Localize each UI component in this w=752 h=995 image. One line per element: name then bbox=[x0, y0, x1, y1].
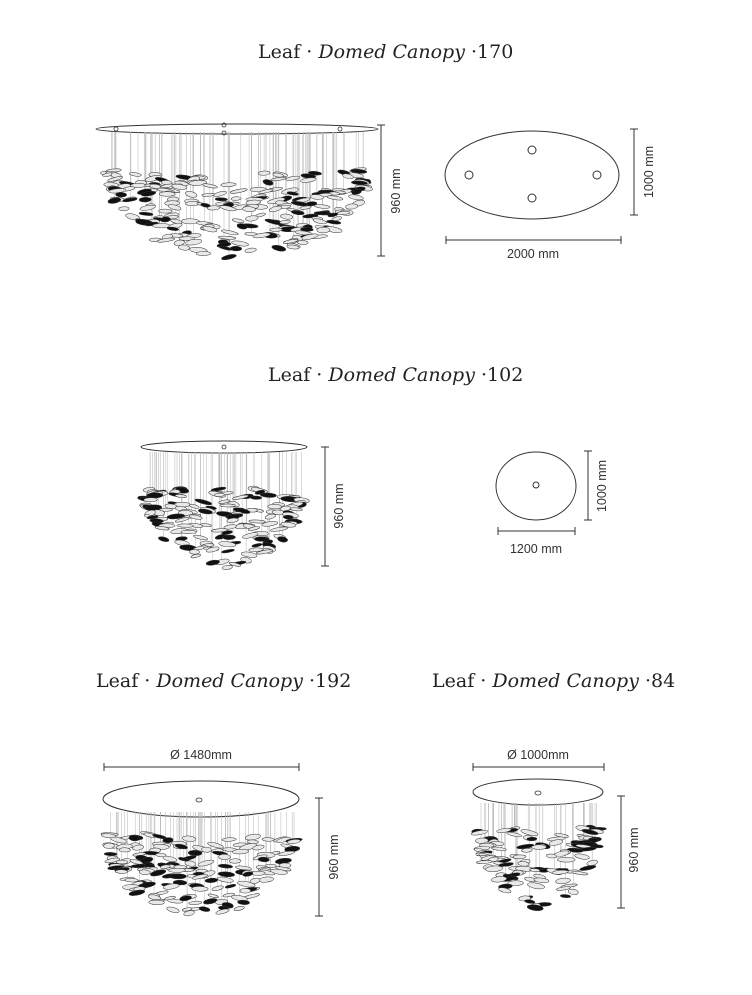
elevation-model-102 bbox=[137, 441, 346, 570]
leaf bbox=[231, 240, 249, 247]
leaf bbox=[196, 251, 211, 255]
leaf-cluster bbox=[471, 824, 607, 911]
leaf bbox=[104, 843, 115, 849]
leaf bbox=[513, 855, 526, 859]
leaf bbox=[218, 499, 230, 504]
leaf bbox=[107, 197, 121, 205]
title-brand: Leaf bbox=[432, 670, 475, 692]
height-dimension bbox=[377, 125, 403, 256]
plan-width-label: 2000 mm bbox=[506, 247, 560, 261]
leaf bbox=[237, 900, 249, 905]
leaf bbox=[139, 212, 153, 216]
leaf bbox=[140, 204, 156, 211]
title-number: 84 bbox=[651, 670, 676, 692]
leaf bbox=[546, 854, 557, 859]
height-dimension bbox=[617, 796, 641, 908]
title-series: Domed Canopy bbox=[492, 670, 639, 692]
leaf bbox=[222, 837, 236, 841]
leaf bbox=[119, 207, 130, 211]
chandelier-170 bbox=[96, 123, 378, 261]
title-separator: · bbox=[481, 364, 488, 386]
leaf bbox=[297, 240, 308, 244]
leaf bbox=[220, 504, 235, 507]
leaf bbox=[218, 871, 235, 877]
leaf bbox=[230, 246, 242, 251]
leaf bbox=[168, 868, 185, 872]
leaf bbox=[192, 886, 209, 891]
title-number: 102 bbox=[487, 364, 524, 386]
leaf bbox=[245, 247, 257, 253]
plan-depth-label: 1000 mm bbox=[642, 145, 656, 199]
title-series: Domed Canopy bbox=[328, 364, 475, 386]
mount-point bbox=[593, 171, 601, 179]
leaf bbox=[277, 536, 288, 543]
title-number: 192 bbox=[315, 670, 352, 692]
plan-depth-dimension bbox=[584, 451, 609, 520]
leaf bbox=[115, 192, 126, 197]
leaf bbox=[268, 504, 282, 509]
leaf bbox=[188, 850, 202, 856]
leaf bbox=[159, 192, 175, 197]
canopy-mount-point bbox=[114, 127, 118, 131]
leaf bbox=[115, 870, 127, 874]
leaf bbox=[234, 905, 245, 911]
leaf bbox=[166, 906, 180, 914]
leaf bbox=[162, 855, 177, 863]
leaf bbox=[232, 218, 244, 224]
leaf bbox=[169, 874, 186, 879]
chandelier-192 bbox=[101, 781, 303, 917]
leaf bbox=[205, 878, 218, 883]
leaf bbox=[149, 900, 165, 905]
leaf-cluster bbox=[101, 831, 303, 917]
leaf bbox=[280, 213, 293, 219]
leaf bbox=[189, 549, 199, 554]
leaf bbox=[560, 894, 571, 898]
elevation-model-192 bbox=[101, 748, 341, 917]
leaf bbox=[557, 857, 575, 862]
plan-depth-label: 1000 mm bbox=[595, 459, 609, 513]
title-brand: Leaf bbox=[258, 41, 301, 63]
plan-width-dimension bbox=[446, 236, 621, 261]
canopy-plate bbox=[96, 124, 378, 134]
leaf bbox=[221, 549, 234, 554]
leaf bbox=[221, 182, 237, 187]
leaf bbox=[182, 835, 196, 842]
leaf bbox=[177, 524, 193, 528]
title-separator: · bbox=[309, 670, 316, 692]
leaf-cluster bbox=[137, 486, 309, 571]
leaf bbox=[231, 196, 241, 200]
leaf bbox=[326, 220, 341, 225]
mount-point bbox=[533, 482, 539, 488]
leaf bbox=[189, 901, 202, 905]
title-separator: · bbox=[471, 41, 478, 63]
leaf bbox=[159, 209, 172, 213]
leaf bbox=[184, 860, 196, 867]
leaf bbox=[532, 845, 547, 850]
leaf bbox=[104, 852, 117, 856]
leaf bbox=[271, 244, 286, 252]
title-separator: · bbox=[144, 670, 151, 692]
diameter-label: Ø 1480mm bbox=[170, 748, 232, 762]
height-dimension bbox=[315, 798, 341, 916]
leaf bbox=[240, 888, 251, 893]
leaf bbox=[219, 854, 231, 860]
leaf bbox=[119, 848, 130, 852]
leaf bbox=[251, 871, 265, 875]
canopy-mount-point bbox=[338, 127, 342, 131]
title-series: Domed Canopy bbox=[156, 670, 303, 692]
diameter-dimension bbox=[473, 748, 604, 771]
canopy-mount-point bbox=[535, 791, 541, 795]
leaf bbox=[287, 191, 299, 196]
plan-width-dimension bbox=[498, 527, 575, 556]
elevation-model-170 bbox=[96, 123, 403, 261]
leaf bbox=[317, 227, 330, 233]
leaf bbox=[218, 236, 236, 240]
leaf bbox=[345, 203, 358, 209]
leaf bbox=[230, 188, 248, 194]
leaf bbox=[225, 884, 236, 889]
leaf bbox=[144, 498, 158, 502]
leaf bbox=[207, 206, 220, 211]
title-separator: · bbox=[645, 670, 652, 692]
leaf bbox=[250, 496, 261, 500]
canopy-mount-point bbox=[196, 798, 202, 802]
leaf bbox=[189, 504, 200, 510]
height-label: 960 mm bbox=[327, 834, 341, 880]
canopy-plate bbox=[141, 441, 307, 453]
leaf bbox=[265, 513, 277, 520]
height-label: 960 mm bbox=[627, 827, 641, 873]
leaf bbox=[199, 906, 211, 912]
leaf bbox=[214, 493, 224, 497]
title-separator: · bbox=[316, 364, 323, 386]
title-separator: · bbox=[480, 670, 487, 692]
leaf bbox=[260, 493, 276, 498]
leaf bbox=[249, 520, 266, 524]
leaf bbox=[555, 877, 570, 884]
leaf bbox=[181, 530, 197, 534]
diameter-dimension bbox=[104, 748, 299, 771]
mount-point bbox=[528, 194, 536, 202]
leaf bbox=[568, 888, 579, 895]
leaf bbox=[476, 860, 492, 864]
leaf bbox=[215, 197, 227, 201]
leaf bbox=[245, 215, 258, 222]
title-series: Domed Canopy bbox=[318, 41, 465, 63]
mount-point bbox=[465, 171, 473, 179]
leaf bbox=[258, 171, 270, 176]
leaf bbox=[223, 535, 236, 540]
canopy-plate bbox=[103, 781, 299, 817]
canopy-plan-outline bbox=[496, 452, 576, 520]
leaf bbox=[279, 220, 290, 224]
leaf bbox=[314, 204, 330, 209]
leaf bbox=[262, 837, 275, 841]
mount-point bbox=[528, 146, 536, 154]
leaf bbox=[208, 893, 219, 898]
height-dimension bbox=[321, 447, 346, 566]
leaf bbox=[213, 190, 227, 197]
leaf bbox=[290, 507, 303, 511]
diameter-label: Ø 1000mm bbox=[507, 748, 569, 762]
height-label: 960 mm bbox=[389, 168, 403, 214]
canopy-plate bbox=[473, 779, 603, 805]
leaf bbox=[270, 228, 283, 232]
leaf bbox=[139, 197, 151, 202]
leaf bbox=[178, 244, 190, 250]
plan-depth-dimension bbox=[630, 129, 656, 215]
leaf bbox=[259, 876, 274, 883]
leaf bbox=[217, 876, 234, 883]
title-brand: Leaf bbox=[268, 364, 311, 386]
plan-model-170 bbox=[445, 129, 656, 261]
canopy-mount-point bbox=[222, 445, 226, 449]
leaf bbox=[524, 899, 535, 904]
height-label: 960 mm bbox=[332, 483, 346, 529]
leaf bbox=[252, 543, 263, 548]
leaf-cluster bbox=[100, 167, 373, 261]
title-separator: · bbox=[306, 41, 313, 63]
chandelier-102 bbox=[137, 441, 309, 570]
leaf bbox=[574, 853, 590, 860]
leaf bbox=[527, 837, 537, 841]
leaf bbox=[158, 536, 170, 543]
leaf bbox=[175, 494, 187, 498]
leaf bbox=[222, 565, 233, 571]
title-brand: Leaf bbox=[96, 670, 139, 692]
title-number: 170 bbox=[477, 41, 514, 63]
leaf bbox=[285, 175, 300, 181]
chandelier-84 bbox=[471, 779, 607, 912]
elevation-model-84 bbox=[471, 748, 641, 912]
leaf bbox=[291, 210, 304, 216]
plan-width-label: 1200 mm bbox=[509, 542, 563, 556]
leaf bbox=[571, 871, 588, 876]
leaf bbox=[201, 847, 211, 853]
plan-model-102 bbox=[496, 451, 609, 556]
leaf bbox=[229, 859, 241, 864]
